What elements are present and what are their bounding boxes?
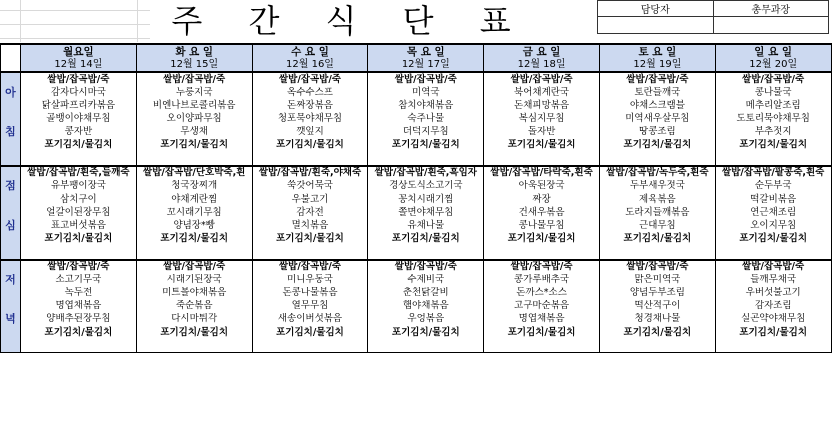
meal-label-cell xyxy=(1,72,21,86)
blank-cell xyxy=(136,152,252,166)
menu-item: 순두부국 xyxy=(715,180,831,193)
meal-label-cell xyxy=(1,232,21,245)
menu-item: 꽁치시래기찜 xyxy=(368,193,484,206)
menu-item: 깻잎지 xyxy=(252,126,368,139)
menu-item: 포기김치/물김치 xyxy=(21,139,137,152)
menu-item: 포기김치/물김치 xyxy=(368,326,484,339)
menu-item: 야채계란찜 xyxy=(136,193,252,206)
menu-item: 포기김치/물김치 xyxy=(484,326,600,339)
day-header-row xyxy=(1,44,832,58)
meal-label-cell xyxy=(1,166,21,180)
menu-item: 양념장*빵 xyxy=(136,219,252,232)
menu-item: 오이양파무침 xyxy=(136,112,252,125)
menu-item: 쌀밥/잡곡밥/흰죽,들깨죽 xyxy=(21,166,137,180)
menu-item: 녹두전 xyxy=(21,287,137,300)
menu-item: 감자전 xyxy=(252,206,368,219)
menu-item: 명엽채볶음 xyxy=(21,300,137,313)
menu-item: 미니우동국 xyxy=(252,274,368,287)
menu-item: 포기김치/물김치 xyxy=(21,326,137,339)
approval-header-staff: 담당자 xyxy=(598,1,714,17)
blank-cell xyxy=(484,339,600,353)
menu-item: 포기김치/물김치 xyxy=(599,232,715,245)
menu-item: 얼갈이된장무침 xyxy=(21,206,137,219)
menu-item: 다시마튀각 xyxy=(136,313,252,326)
menu-item: 포기김치/물김치 xyxy=(136,326,252,339)
menu-item: 떡갈비볶음 xyxy=(715,193,831,206)
menu-item: 돈짜장볶음 xyxy=(252,99,368,112)
menu-item: 표고버섯볶음 xyxy=(21,219,137,232)
blank-cell xyxy=(484,152,600,166)
date-row xyxy=(1,58,832,72)
meal-row xyxy=(1,287,832,300)
sheet-gridcol xyxy=(20,0,21,42)
menu-item: 돌자반 xyxy=(484,126,600,139)
spacer-row xyxy=(1,339,832,353)
menu-item: 도토리묵야채무침 xyxy=(715,112,831,125)
menu-item: 시래기된장국 xyxy=(136,274,252,287)
blank-cell xyxy=(715,245,831,259)
menu-item: 돈까스*소스 xyxy=(484,287,600,300)
meal-label-bottom: 침 xyxy=(1,126,21,139)
menu-item: 돈콩나물볶음 xyxy=(252,287,368,300)
meal-row xyxy=(1,180,832,193)
menu-item: 포기김치/물김치 xyxy=(368,232,484,245)
menu-item: 우불고기 xyxy=(252,193,368,206)
menu-item: 쌀밥/잡곡밥/죽 xyxy=(484,260,600,274)
sheet-gridline xyxy=(0,24,150,25)
day-name-0: 월요일 xyxy=(21,44,137,58)
menu-item: 쌀밥/잡곡밥/죽 xyxy=(136,260,252,274)
menu-item: 포기김치/물김치 xyxy=(252,232,368,245)
approval-sign-manager[interactable] xyxy=(713,17,829,34)
menu-item: 도라지들깨볶음 xyxy=(599,206,715,219)
spacer-row xyxy=(1,245,832,259)
menu-item: 청경채나물 xyxy=(599,313,715,326)
menu-item: 감자조림 xyxy=(715,300,831,313)
menu-item: 숙주나물 xyxy=(368,112,484,125)
menu-item: 콩나물무침 xyxy=(484,219,600,232)
blank-cell xyxy=(21,339,137,353)
menu-item: 양념두부조림 xyxy=(599,287,715,300)
day-date-2: 12월 16일 xyxy=(252,58,368,72)
menu-item: 열무무침 xyxy=(252,300,368,313)
menu-item: 메추리알조림 xyxy=(715,99,831,112)
menu-item: 골뱅이야채무침 xyxy=(21,112,137,125)
corner-cell xyxy=(1,44,21,58)
day-date-5: 12월 19일 xyxy=(599,58,715,72)
meal-label-cell xyxy=(1,139,21,152)
menu-item: 오이지무침 xyxy=(715,219,831,232)
menu-item: 포기김치/물김치 xyxy=(136,232,252,245)
meal-label-cell xyxy=(1,287,21,300)
meal-row xyxy=(1,139,832,152)
blank-cell xyxy=(136,245,252,259)
blank-cell xyxy=(715,152,831,166)
blank-cell xyxy=(484,245,600,259)
meal-row xyxy=(1,326,832,339)
meal-label-top: 저 xyxy=(1,274,21,287)
blank-cell xyxy=(252,245,368,259)
day-date-4: 12월 18일 xyxy=(484,58,600,72)
menu-item: 청포묵야채무침 xyxy=(252,112,368,125)
menu-item: 쌀밥/잡곡밥/죽 xyxy=(484,72,600,86)
menu-item: 죽순볶음 xyxy=(136,300,252,313)
menu-item: 참치야채볶음 xyxy=(368,99,484,112)
menu-item: 우엉볶음 xyxy=(368,313,484,326)
menu-item: 건새우볶음 xyxy=(484,206,600,219)
menu-item: 포기김치/물김치 xyxy=(599,326,715,339)
meal-label-top: 아 xyxy=(1,86,21,99)
approval-header-manager: 총무과장 xyxy=(713,1,829,17)
day-name-5: 토 요 일 xyxy=(599,44,715,58)
meal-row xyxy=(1,99,832,112)
menu-item: 비엔나브로콜리볶음 xyxy=(136,99,252,112)
meal-row xyxy=(1,313,832,326)
menu-item: 토란들깨국 xyxy=(599,86,715,99)
blank-cell xyxy=(252,152,368,166)
meal-label-cell xyxy=(1,339,21,353)
meal-label-cell xyxy=(1,245,21,259)
meal-row xyxy=(1,300,832,313)
menu-item: 미역새우살무침 xyxy=(599,112,715,125)
meal-label-cell xyxy=(1,326,21,339)
menu-item: 제육볶음 xyxy=(599,193,715,206)
menu-item: 쌀밥/잡곡밥/녹두죽,흰죽 xyxy=(599,166,715,180)
menu-item: 포기김치/물김치 xyxy=(368,139,484,152)
spacer-row xyxy=(1,152,832,166)
blank-cell xyxy=(136,339,252,353)
menu-item: 우버섯불고기 xyxy=(715,287,831,300)
sheet-gridline xyxy=(0,10,150,11)
menu-item: 쌀밥/잡곡밥/죽 xyxy=(252,72,368,86)
day-date-1: 12월 15일 xyxy=(136,58,252,72)
menu-item: 새송이버섯볶음 xyxy=(252,313,368,326)
approval-sign-staff[interactable] xyxy=(598,17,714,34)
meal-row xyxy=(1,72,832,86)
day-name-2: 수 요 일 xyxy=(252,44,368,58)
approval-box xyxy=(597,0,829,34)
meal-row xyxy=(1,219,832,232)
menu-item: 수제비국 xyxy=(368,274,484,287)
menu-item: 더덕지무침 xyxy=(368,126,484,139)
meal-label-bottom: 녁 xyxy=(1,313,21,326)
menu-item: 포기김치/물김치 xyxy=(252,139,368,152)
menu-item: 멸치볶음 xyxy=(252,219,368,232)
day-date-6: 12월 20일 xyxy=(715,58,831,72)
menu-item: 미역국 xyxy=(368,86,484,99)
meal-row xyxy=(1,86,832,99)
meal-label-cell xyxy=(1,193,21,206)
day-date-0: 12월 14일 xyxy=(21,58,137,72)
meal-row xyxy=(1,260,832,274)
menu-item: 누룽지국 xyxy=(136,86,252,99)
menu-item: 쌀밥/잡곡밥/단호박죽,흰 xyxy=(136,166,252,180)
menu-item: 북어채계란국 xyxy=(484,86,600,99)
blank-cell xyxy=(368,339,484,353)
menu-item: 포기김치/물김치 xyxy=(21,232,137,245)
meal-row xyxy=(1,166,832,180)
menu-item: 소고기무국 xyxy=(21,274,137,287)
menu-item: 감자다시마국 xyxy=(21,86,137,99)
menu-item: 춘천닭갈비 xyxy=(368,287,484,300)
menu-item: 쌀밥/잡곡밥/죽 xyxy=(21,72,137,86)
blank-cell xyxy=(368,152,484,166)
meal-label-cell xyxy=(1,99,21,112)
menu-item: 미트볼야채볶음 xyxy=(136,287,252,300)
menu-item: 포기김치/물김치 xyxy=(136,139,252,152)
menu-item: 유부팽이장국 xyxy=(21,180,137,193)
menu-item: 복심지무침 xyxy=(484,112,600,125)
menu-item: 야채스크램블 xyxy=(599,99,715,112)
day-date-3: 12월 17일 xyxy=(368,58,484,72)
menu-item: 짜장 xyxy=(484,193,600,206)
meal-label-top: 점 xyxy=(1,180,21,193)
menu-item: 명엽채볶음 xyxy=(484,313,600,326)
menu-item: 돈채피망볶음 xyxy=(484,99,600,112)
blank-cell xyxy=(21,245,137,259)
menu-item: 쌀밥/잡곡밥/죽 xyxy=(21,260,137,274)
menu-item: 근대무침 xyxy=(599,219,715,232)
menu-item: 포기김치/물김치 xyxy=(715,326,831,339)
menu-item: 쌀밥/잡곡밥/흰죽,야채죽 xyxy=(252,166,368,180)
blank-cell xyxy=(21,152,137,166)
blank-cell xyxy=(599,245,715,259)
weekly-menu-table xyxy=(0,43,832,353)
day-name-3: 목 요 일 xyxy=(368,44,484,58)
menu-item: 콩나물국 xyxy=(715,86,831,99)
menu-item: 땅콩조림 xyxy=(599,126,715,139)
menu-item: 부추젓지 xyxy=(715,126,831,139)
menu-item: 쌀밥/잡곡밥/죽 xyxy=(252,260,368,274)
menu-item: 경상도식소고기국 xyxy=(368,180,484,193)
meal-label-cell xyxy=(1,152,21,166)
page-title: 주 간 식 단 표 xyxy=(171,2,529,40)
day-name-6: 일 요 일 xyxy=(715,44,831,58)
menu-item: 청국장찌개 xyxy=(136,180,252,193)
meal-row xyxy=(1,206,832,219)
menu-item: 쌀밥/잡곡밥/죽 xyxy=(599,72,715,86)
day-name-4: 금 요 일 xyxy=(484,44,600,58)
menu-item: 들깨무채국 xyxy=(715,274,831,287)
meal-label-cell xyxy=(1,206,21,219)
menu-item: 떡산적구이 xyxy=(599,300,715,313)
meal-row xyxy=(1,126,832,139)
menu-item: 실곤약야채무침 xyxy=(715,313,831,326)
meal-label-cell xyxy=(1,112,21,125)
menu-item: 포기김치/물김치 xyxy=(715,232,831,245)
menu-item: 쌀밥/잡곡밥/흰죽,흑임자 xyxy=(368,166,484,180)
menu-item: 아욱된장국 xyxy=(484,180,600,193)
menu-item: 쌀밥/잡곡밥/죽 xyxy=(715,260,831,274)
menu-item: 무생채 xyxy=(136,126,252,139)
menu-item: 삼치구이 xyxy=(21,193,137,206)
day-name-1: 화 요 일 xyxy=(136,44,252,58)
menu-item: 쌀밥/잡곡밥/죽 xyxy=(368,72,484,86)
blank-cell xyxy=(368,245,484,259)
menu-item: 포기김치/물김치 xyxy=(484,232,600,245)
blank-cell xyxy=(599,152,715,166)
sheet-gridline xyxy=(0,38,150,39)
meal-row xyxy=(1,112,832,125)
menu-item: 쌀밥/잡곡밥/팥콩죽,흰죽 xyxy=(715,166,831,180)
menu-item: 쌀밥/잡곡밥/죽 xyxy=(599,260,715,274)
meal-row xyxy=(1,193,832,206)
menu-item: 콩가루배추국 xyxy=(484,274,600,287)
blank-cell xyxy=(252,339,368,353)
menu-item: 햄야채볶음 xyxy=(368,300,484,313)
menu-item: 쌀밥/잡곡밥/죽 xyxy=(715,72,831,86)
meal-label-cell xyxy=(1,300,21,313)
menu-item: 고구마순볶음 xyxy=(484,300,600,313)
menu-item: 꼬시래기무침 xyxy=(136,206,252,219)
menu-item: 포기김치/물김치 xyxy=(599,139,715,152)
sheet-gridcol xyxy=(137,0,138,42)
menu-item: 포기김치/물김치 xyxy=(252,326,368,339)
menu-item: 연근채조림 xyxy=(715,206,831,219)
corner-cell xyxy=(1,58,21,72)
blank-cell xyxy=(715,339,831,353)
menu-item: 포기김치/물김치 xyxy=(484,139,600,152)
menu-item: 유채나물 xyxy=(368,219,484,232)
menu-item: 쌀밥/잡곡밥/죽 xyxy=(136,72,252,86)
meal-row xyxy=(1,232,832,245)
menu-item: 쫄면야채무침 xyxy=(368,206,484,219)
menu-item: 포기김치/물김치 xyxy=(715,139,831,152)
menu-item: 닭살파프리카볶음 xyxy=(21,99,137,112)
menu-item: 양배추된장무침 xyxy=(21,313,137,326)
menu-item: 두부새우젓국 xyxy=(599,180,715,193)
menu-item: 콩자반 xyxy=(21,126,137,139)
menu-item: 쑥갓어묵국 xyxy=(252,180,368,193)
menu-item: 옥수수스프 xyxy=(252,86,368,99)
meal-label-bottom: 심 xyxy=(1,219,21,232)
menu-item: 쌀밥/잡곡밥/죽 xyxy=(368,260,484,274)
menu-item: 맑은미역국 xyxy=(599,274,715,287)
meal-row xyxy=(1,274,832,287)
blank-cell xyxy=(599,339,715,353)
meal-label-cell xyxy=(1,260,21,274)
menu-item: 쌀밥/잡곡밥/타락죽,흰죽 xyxy=(484,166,600,180)
